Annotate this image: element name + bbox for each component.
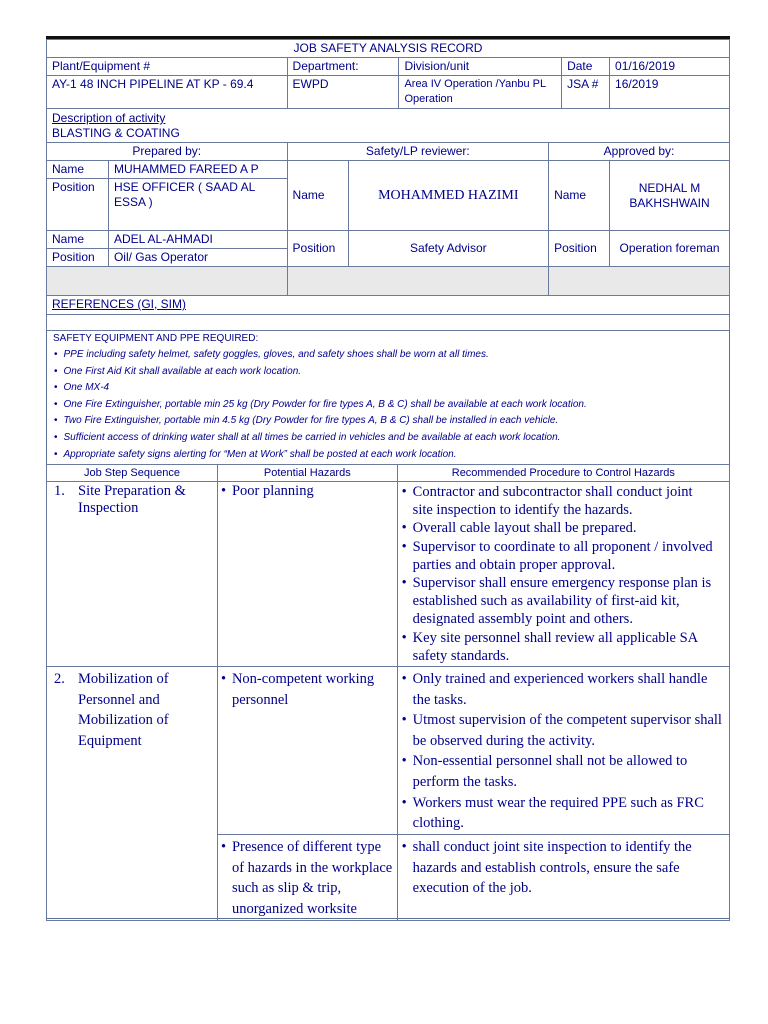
division-label: Division/unit [399, 58, 562, 76]
step2-cell [47, 667, 218, 921]
step1-cell [47, 482, 218, 667]
step1-control: • Supervisor shall ensure emergency response plan is established such as availability of first-aid kit, designated assembly point and others. [400, 574, 715, 629]
step2-controls-a-cell [397, 667, 729, 835]
department-label: Department: [287, 58, 399, 76]
approver-name-label: Name [549, 161, 610, 231]
activity-cell [47, 109, 730, 143]
column-header-controls: Recommended Procedure to Control Hazards [397, 465, 729, 482]
ppe-item: • Two Fire Extinguisher, portable min 4.5 kg (Dry Powder for fire types A, B & C) shall be installed in each vehicle. [54, 413, 730, 430]
ppe-item: • One First Aid Kit shall available at each work location. [54, 364, 730, 381]
approver-name: NEDHAL M BAKHSHWAIN [610, 161, 730, 231]
step1-control: • Overall cable layout shall be prepared. [400, 519, 715, 537]
approver-position: Operation foreman [610, 231, 730, 267]
reviewer-name: MOHAMMED HAZIMI [348, 161, 549, 231]
jsa-label: JSA # [562, 76, 610, 109]
step2-control: • shall conduct joint site inspection to identify the hazards and establish controls, ensure the safe execution of the job. [400, 837, 715, 899]
department-value: EWPD [287, 76, 399, 109]
step2-hazard-a-cell [217, 667, 397, 835]
ppe-title: SAFETY EQUIPMENT AND PPE REQUIRED: [53, 333, 259, 344]
step1-hazard: • Poor planning [219, 483, 396, 500]
plant-label: Plant/Equipment # [47, 58, 288, 76]
reviewer-position-label: Position [287, 231, 348, 267]
step1-control: • Contractor and subcontractor shall conduct joint site inspection to identify the hazards. [400, 483, 715, 519]
plant-value: AY-1 48 INCH PIPELINE AT KP - 69.4 [47, 76, 288, 109]
prepared-by-label: Prepared by: [47, 143, 288, 161]
preparer1-name-label: Name [47, 161, 109, 179]
preparer1-name: MUHAMMED FAREED A P [108, 161, 287, 179]
preparer2-name-label: Name [47, 231, 109, 249]
job-steps-table [46, 464, 730, 921]
header-table [46, 39, 730, 331]
preparer2-position-label: Position [47, 249, 109, 267]
step2-control: • Utmost supervision of the competent supervisor shall be observed during the activity. [400, 710, 725, 751]
signature-cell-approver [549, 267, 730, 296]
approved-by-label: Approved by: [549, 143, 730, 161]
reviewer-position: Safety Advisor [348, 231, 549, 267]
column-header-step: Job Step Sequence [47, 465, 218, 482]
ppe-item: • One MX-4 [54, 380, 730, 397]
step2-hazard: • Presence of different type of hazards in the workplace such as slip & trip, unorganized worksite [219, 837, 396, 919]
jsa-value: 16/2019 [610, 76, 730, 109]
preparer1-position: HSE OFFICER ( SAAD AL ESSA ) [108, 179, 287, 231]
preparer1-position-label: Position [47, 179, 109, 231]
ppe-list [46, 347, 730, 463]
step1-hazard-cell [217, 482, 397, 667]
step1-controls-cell [397, 482, 729, 667]
step2-number: 2. [54, 671, 65, 687]
references-value [47, 315, 730, 331]
step2-control: • Non-essential personnel shall not be allowed to perform the tasks. [400, 751, 725, 792]
date-label: Date [562, 58, 610, 76]
activity-value: BLASTING & COATING [52, 126, 180, 140]
form-title: JOB SAFETY ANALYSIS RECORD [47, 40, 730, 58]
references-label: REFERENCES (GI, SIM) [47, 296, 730, 315]
step1-control: • Supervisor to coordinate to all proponent / involved parties and obtain proper approval. [400, 538, 715, 574]
step1-name: Site Preparation & Inspection [78, 483, 186, 516]
ppe-item: • Sufficient access of drinking water shall at all times be carried in vehicles and be available at each work location. [54, 430, 730, 447]
ppe-item: • Appropriate safety signs alerting for “Men at Work” shall be posted at each work location. [54, 447, 730, 464]
step2-control: • Only trained and experienced workers shall handle the tasks. [400, 669, 725, 710]
division-value: Area IV Operation /Yanbu PL Operation [399, 76, 562, 109]
step1-control: • Key site personnel shall review all applicable SA safety standards. [400, 629, 715, 665]
column-header-hazards: Potential Hazards [217, 465, 397, 482]
step2-name: Mobilization of Personnel and Mobilization of Equipment [78, 671, 169, 749]
preparer2-position: Oil/ Gas Operator [108, 249, 287, 267]
step2-hazard: • Non-competent working personnel [219, 669, 396, 710]
ppe-section [46, 331, 730, 463]
step2-controls-b-cell [397, 835, 729, 921]
reviewer-name-label: Name [287, 161, 348, 231]
safety-reviewer-label: Safety/LP reviewer: [287, 143, 549, 161]
approver-position-label: Position [549, 231, 610, 267]
ppe-item: • One Fire Extinguisher, portable min 25 kg (Dry Powder for fire types A, B & C) shall be available at each work location. [54, 397, 730, 414]
activity-label: Description of activity [52, 111, 166, 125]
date-value: 01/16/2019 [610, 58, 730, 76]
step2-hazard-b-cell [217, 835, 397, 921]
signature-cell-reviewer [287, 267, 549, 296]
step2-control: • Workers must wear the required PPE such as FRC clothing. [400, 793, 725, 834]
signature-cell-preparer [47, 267, 288, 296]
step1-number: 1. [54, 483, 65, 499]
ppe-item: • PPE including safety helmet, safety goggles, gloves, and safety shoes shall be worn at all times. [54, 347, 730, 364]
preparer2-name: ADEL AL-AHMADI [108, 231, 287, 249]
